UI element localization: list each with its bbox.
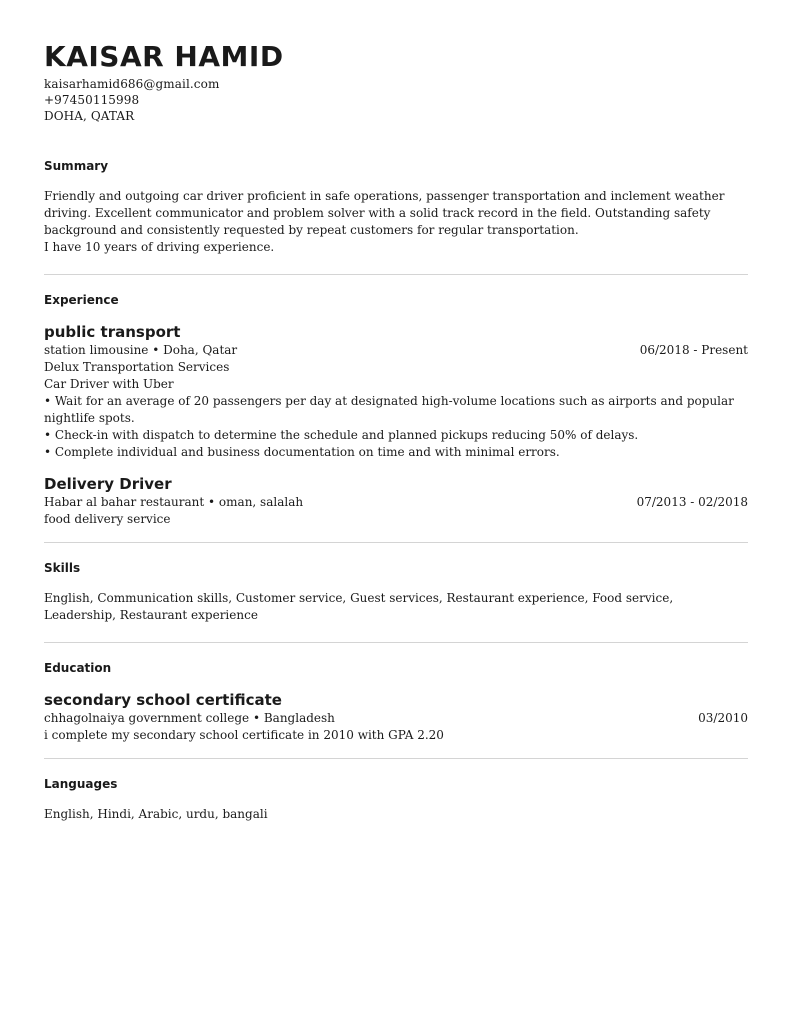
experience-section: [44, 292, 748, 528]
phone-text: +97450115998: [44, 93, 140, 107]
languages-section: [44, 776, 748, 823]
job-meta-row: [44, 494, 748, 511]
section-divider: [44, 642, 748, 643]
skills-section: [44, 560, 748, 624]
email-text: kaisarhamid686@gmail.com: [44, 77, 220, 91]
education-school: chhagolnaiya government college • Bangladesh: [44, 711, 335, 725]
experience-entry: [44, 475, 748, 528]
education-section: [44, 660, 748, 744]
resume-page: [44, 40, 748, 823]
job-detail-line: food delivery service: [44, 512, 171, 526]
skills-heading: Skills: [44, 561, 81, 575]
education-detail: i complete my secondary school certificate in 2010 with GPA 2.20: [44, 728, 444, 742]
job-company: station limousine • Doha, Qatar: [44, 343, 238, 357]
languages-text: English, Hindi, Arabic, urdu, bangali: [44, 807, 268, 821]
education-date: 03/2010: [698, 711, 748, 725]
section-divider: [44, 274, 748, 275]
summary-text: Friendly and outgoing car driver proficient in safe operations, passenger transportation and inclement weather driving. Excellent communicator and problem solver with a solid track record in the field. Outstanding safety background and consistently requested by repeat customers for regular transportation.: [44, 189, 725, 237]
education-title: secondary school certificate: [44, 691, 282, 709]
candidate-name: KAISAR HAMID: [44, 40, 284, 73]
contact-block: [44, 76, 748, 124]
section-divider: [44, 542, 748, 543]
education-entry: [44, 691, 748, 744]
job-bullet: • Wait for an average of 20 passengers per day at designated high-volume locations such as airports and popular nightlife spots.: [44, 394, 734, 425]
summary-heading: Summary: [44, 159, 109, 173]
location-text: DOHA, QATAR: [44, 109, 135, 123]
summary-section: [44, 158, 748, 256]
job-title: public transport: [44, 323, 181, 341]
job-company: Habar al bahar restaurant • oman, salalah: [44, 495, 304, 509]
job-detail-line: Car Driver with Uber: [44, 377, 174, 391]
job-detail-line: Delux Transportation Services: [44, 360, 230, 374]
job-meta-row: [44, 342, 748, 359]
summary-extra: I have 10 years of driving experience.: [44, 240, 275, 254]
job-dates: 06/2018 - Present: [639, 343, 748, 357]
job-title: Delivery Driver: [44, 475, 172, 493]
job-bullet: • Complete individual and business documentation on time and with minimal errors.: [44, 445, 560, 459]
section-divider: [44, 758, 748, 759]
languages-heading: Languages: [44, 777, 118, 791]
education-meta-row: [44, 710, 748, 727]
skills-text: English, Communication skills, Customer service, Guest services, Restaurant experience, Food service, Leadership, Restaurant experience: [44, 591, 674, 622]
experience-heading: Experience: [44, 293, 119, 307]
job-bullet: • Check-in with dispatch to determine the schedule and planned pickups reducing 50% of delays.: [44, 428, 639, 442]
education-heading: Education: [44, 661, 112, 675]
job-dates: 07/2013 - 02/2018: [636, 495, 748, 509]
experience-entry: [44, 323, 748, 461]
